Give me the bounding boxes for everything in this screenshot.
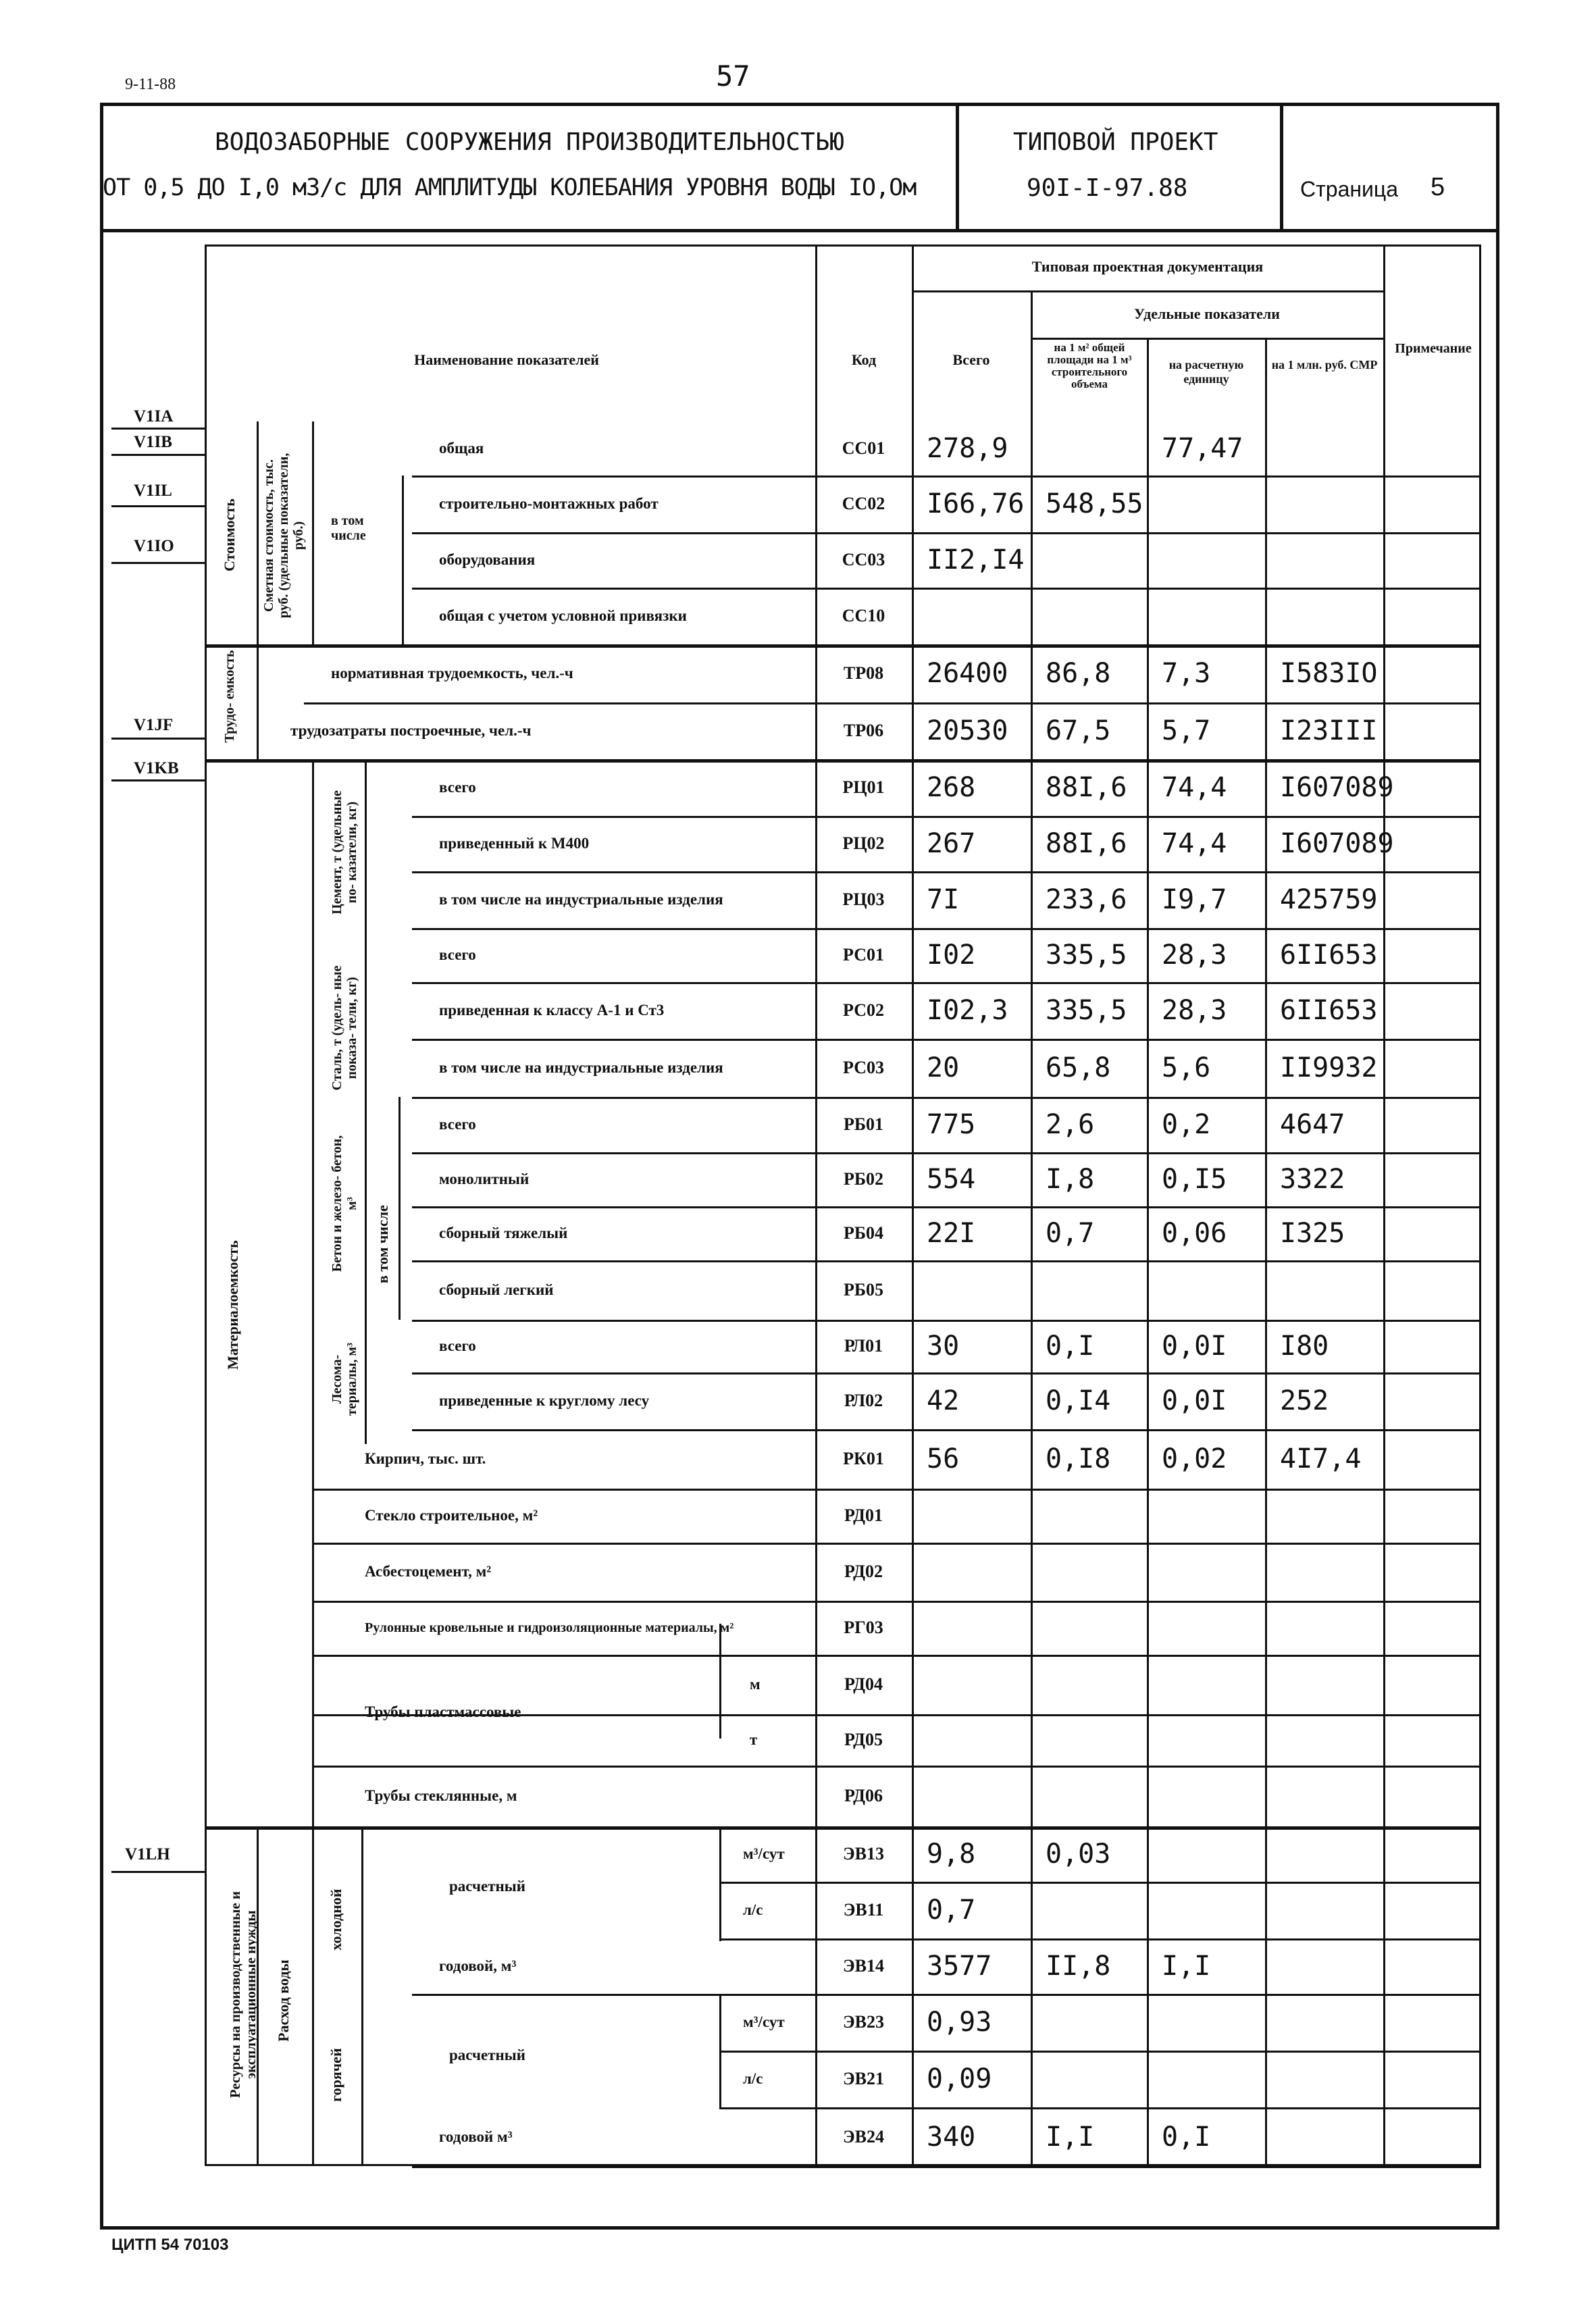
row-label: л/с [743, 2070, 763, 2087]
cell-m2 [1031, 1714, 1162, 1766]
cell-m2: 335,5 [1046, 940, 1127, 971]
cell-total: 267 [927, 828, 976, 859]
cell-total [912, 1714, 1046, 1766]
marker: V1IB [134, 433, 172, 451]
title-line-2: ОТ 0,5 ДО I,0 м3/с ДЛЯ АМПЛИТУДЫ КОЛЕБАНИЯ УРОВНЯ ВОДЫ IO,Oм [103, 174, 917, 201]
cell-total: 554 [927, 1164, 976, 1195]
cell-total: 20530 [927, 715, 1008, 746]
row-label: общая с учетом условной привязки [439, 607, 687, 624]
row-code: РБ02 [843, 1169, 884, 1189]
cell-total: I02 [927, 940, 976, 971]
cell-total: 7I [927, 884, 960, 915]
row-label: годовой, м³ [439, 1957, 517, 1974]
cell-mln: 6II653 [1280, 940, 1378, 971]
row-code: РБ04 [843, 1223, 884, 1243]
label-cold-calc: расчетный [449, 1878, 525, 1895]
row-label: сборный легкий [439, 1281, 554, 1298]
row-label: в том числе на индустриальные изделия [439, 891, 723, 908]
cell-total [912, 588, 1046, 644]
group-concrete-incl: в том числе [374, 1205, 391, 1284]
group-water: Расход воды [274, 1959, 292, 2042]
row-label: м³/сут [743, 2013, 785, 2030]
cell-total: 0,09 [927, 2063, 992, 2094]
cell-unit [1147, 475, 1280, 532]
row-label: трудозатраты построечные, чел.-ч [290, 722, 532, 739]
project-label: ТИПОВОЙ ПРОЕКТ [1013, 128, 1218, 156]
col-header-code: Код [851, 351, 877, 368]
cell-mln: I23III [1280, 715, 1378, 746]
marker: V1KB [134, 759, 179, 777]
row-code: РС01 [843, 945, 884, 965]
cell-total: 775 [927, 1109, 976, 1140]
row-label: всего [439, 1116, 476, 1133]
cell-mln: 3322 [1280, 1164, 1345, 1195]
cell-m2 [1031, 1489, 1162, 1543]
row-label: всего [439, 779, 476, 796]
cell-total: 30 [927, 1331, 960, 1362]
footer-code: ЦИТП 54 70103 [111, 2236, 229, 2254]
cell-mln: I607089 [1280, 828, 1394, 859]
group-material: Материалоемкость [224, 1240, 241, 1370]
cell-m2 [1031, 1601, 1162, 1655]
row-code: ЭВ23 [843, 2012, 884, 2032]
group-hot: горячей [327, 2048, 344, 2102]
cell-total: 9,8 [927, 1839, 976, 1870]
cell-unit [1147, 2051, 1280, 2107]
cell-unit: 0,06 [1162, 1218, 1227, 1249]
cell-total: 278,9 [927, 433, 1008, 464]
row-label: приведенная к классу А-1 и Ст3 [439, 1002, 665, 1019]
cell-mln [1265, 475, 1398, 532]
row-label: общая [439, 440, 484, 457]
project-number: 90I-I-97.88 [1027, 174, 1188, 202]
cell-unit: 0,I5 [1162, 1164, 1227, 1195]
cell-total: 340 [927, 2121, 976, 2153]
row-code: РГ03 [844, 1618, 883, 1637]
col-header-note: Примечание [1395, 341, 1472, 356]
title-block [100, 103, 1499, 232]
marker: V1JF [134, 716, 174, 734]
cell-mln [1265, 1655, 1398, 1714]
cell-mln: 4647 [1280, 1109, 1345, 1140]
cell-m2: 67,5 [1046, 715, 1111, 746]
doc-date: 9-11-88 [125, 76, 176, 93]
row-code: РЦ03 [842, 890, 885, 909]
cell-total [912, 1543, 1046, 1601]
cell-m2 [1031, 421, 1162, 475]
cell-m2: 0,03 [1046, 1839, 1111, 1870]
row-code: РБ05 [843, 1280, 884, 1300]
row-label: Трубы стеклянные, м [365, 1787, 517, 1804]
row-code: РД01 [844, 1506, 883, 1525]
cell-m2: I,8 [1046, 1164, 1095, 1195]
row-code: ТР08 [843, 663, 884, 683]
cell-mln: I325 [1280, 1218, 1345, 1249]
cell-m2: I,I [1046, 2121, 1095, 2153]
cell-mln: 4I7,4 [1280, 1443, 1362, 1474]
row-label: Стекло строительное, м² [365, 1507, 538, 1524]
cell-m2: 0,7 [1046, 1218, 1095, 1249]
row-label: монолитный [439, 1171, 530, 1187]
page-number: 57 [716, 59, 750, 93]
group-steel: Сталь, т (удель- ные показа- тели, кг) [330, 965, 359, 1091]
cell-m2 [1031, 1655, 1162, 1714]
group-cost-sub: Сметная стоимость, тыс. руб. (удельные показатели, руб.) [261, 453, 306, 619]
cell-total [912, 1766, 1046, 1826]
row-label: годовой м³ [439, 2128, 513, 2145]
cell-unit [1147, 1766, 1280, 1826]
cell-mln [1265, 532, 1398, 588]
row-code: ЭВ14 [843, 1956, 884, 1976]
cell-mln: I607089 [1280, 772, 1394, 803]
row-label: приведенные к круглому лесу [439, 1392, 650, 1409]
row-code: ЭВ21 [843, 2069, 884, 2088]
row-label: сборный тяжелый [439, 1225, 568, 1241]
row-code: РЦ02 [842, 833, 885, 853]
cell-mln: I80 [1280, 1331, 1329, 1362]
cell-total [912, 1489, 1046, 1543]
cell-unit: I9,7 [1162, 884, 1227, 915]
row-label: м³/сут [743, 1845, 785, 1862]
sheet-number: 5 [1431, 173, 1445, 201]
cell-total [912, 1260, 1046, 1320]
group-concrete: Бетон и железо- бетон, м³ [330, 1135, 359, 1272]
cell-mln [1265, 1938, 1398, 1994]
col-header-per-unit: на расчетную единицу [1168, 358, 1244, 386]
label-hot-calc: расчетный [449, 2047, 525, 2063]
row-code: ЭВ24 [843, 2126, 884, 2146]
row-label: м [750, 1676, 761, 1693]
col-header-per-m2: на 1 м² общей площади на 1 м³ строительного объема [1047, 341, 1132, 390]
row-label: т [750, 1731, 758, 1748]
cell-mln: 252 [1280, 1385, 1329, 1416]
row-code: РЛ01 [844, 1336, 883, 1356]
cell-mln [1265, 588, 1398, 644]
cell-mln [1265, 1714, 1398, 1766]
cell-mln [1265, 1994, 1398, 2051]
row-code: СС03 [842, 550, 885, 569]
row-code: СС02 [842, 494, 885, 513]
row-label: оборудования [439, 551, 536, 568]
cell-mln [1265, 2051, 1398, 2107]
marker: V1IA [134, 407, 174, 426]
cell-mln [1265, 2107, 1398, 2166]
row-code: ЭВ13 [843, 1844, 884, 1863]
cell-unit [1147, 1543, 1280, 1601]
cell-mln: 425759 [1280, 884, 1378, 915]
title-line-1: ВОДОЗАБОРНЫЕ СООРУЖЕНИЯ ПРОИЗВОДИТЕЛЬНОСТЬЮ [215, 128, 844, 156]
row-code: РК01 [843, 1449, 884, 1468]
cell-mln [1265, 1601, 1398, 1655]
cell-unit: 0,02 [1162, 1443, 1227, 1474]
row-code: ТР06 [843, 721, 884, 740]
cell-total: 268 [927, 772, 976, 803]
col-header-per-mln: на 1 млн. руб. СМР [1271, 358, 1378, 371]
cell-total: II2,I4 [927, 544, 1025, 575]
cell-unit: 0,0I [1162, 1385, 1227, 1416]
row-code: РЛ02 [844, 1391, 883, 1410]
cell-unit: 28,3 [1162, 940, 1227, 971]
cell-unit: 77,47 [1162, 433, 1243, 464]
row-code: СС01 [842, 438, 885, 458]
row-code: РД04 [844, 1674, 883, 1694]
cell-unit: I,I [1162, 1951, 1211, 1982]
row-code: РС02 [843, 1000, 884, 1020]
cell-mln [1265, 421, 1398, 475]
row-label: Рулонные кровельные и гидроизоляционные материалы, м² [365, 1620, 734, 1635]
group-cement: Цемент, т (удельные по- казатели, кг) [330, 790, 359, 915]
row-label: строительно-монтажных работ [439, 495, 659, 512]
cell-unit: 28,3 [1162, 995, 1227, 1026]
cell-m2: II,8 [1046, 1951, 1111, 1982]
cell-total: 22I [927, 1218, 976, 1249]
cell-m2: 0,I [1046, 1331, 1095, 1362]
cell-mln [1265, 1543, 1398, 1601]
cell-m2 [1031, 2051, 1162, 2107]
cell-mln [1265, 1766, 1398, 1826]
cell-unit [1147, 588, 1280, 644]
cell-total: I02,3 [927, 995, 1008, 1026]
row-label: Кирпич, тыс. шт. [365, 1450, 486, 1467]
cell-unit [1147, 1655, 1280, 1714]
cell-unit [1147, 1714, 1280, 1766]
cell-mln [1265, 1489, 1398, 1543]
cell-total: 20 [927, 1052, 960, 1083]
cell-unit: 0,I [1162, 2121, 1211, 2153]
cell-m2: 233,6 [1046, 884, 1127, 915]
cell-m2 [1031, 532, 1162, 588]
cell-unit [1147, 532, 1280, 588]
cell-mln [1265, 1882, 1398, 1938]
sheet-label: Страница [1300, 177, 1399, 201]
cell-unit: 74,4 [1162, 772, 1227, 803]
cell-unit [1147, 1882, 1280, 1938]
cell-unit: 7,3 [1162, 658, 1211, 689]
cell-unit [1147, 1489, 1280, 1543]
cell-mln: II9932 [1280, 1052, 1378, 1083]
cell-m2 [1031, 1882, 1162, 1938]
cell-m2 [1031, 1766, 1162, 1826]
cell-m2: 88I,6 [1046, 828, 1127, 859]
cell-unit [1147, 1260, 1280, 1320]
cell-total: 0,7 [927, 1895, 976, 1926]
cell-m2: 65,8 [1046, 1052, 1111, 1083]
cell-m2 [1031, 1543, 1162, 1601]
row-label: всего [439, 1337, 476, 1354]
cell-total: 56 [927, 1443, 960, 1474]
marker: V1IL [134, 482, 172, 500]
row-label: Асбестоцемент, м² [365, 1563, 492, 1580]
cell-total: 26400 [927, 658, 1008, 689]
group-labor: Трудо- емкость [222, 650, 237, 743]
cell-unit: 74,4 [1162, 828, 1227, 859]
cell-total [912, 1601, 1046, 1655]
cell-unit [1147, 1601, 1280, 1655]
cell-unit: 5,6 [1162, 1052, 1211, 1083]
group-resources: Ресурсы на производственные и эксплуатационные нужды [226, 1891, 259, 2099]
cell-m2: 88I,6 [1046, 772, 1127, 803]
row-code: РД02 [844, 1562, 883, 1581]
marker: V1IO [134, 537, 174, 555]
cell-total: 0,93 [927, 2007, 992, 2038]
cell-total: I66,76 [927, 488, 1025, 519]
cell-m2: 335,5 [1046, 995, 1127, 1026]
cell-m2: 86,8 [1046, 658, 1111, 689]
col-header-typical: Типовая проектная документация [1031, 258, 1264, 275]
cell-m2 [1031, 1260, 1162, 1320]
label-plastic-pipes: Трубы пластмассовые [365, 1703, 521, 1720]
row-code: РЦ01 [842, 777, 885, 797]
group-cold: холодной [327, 1888, 344, 1951]
cell-mln [1265, 1260, 1398, 1320]
col-header-specific: Удельные показатели [1134, 305, 1280, 322]
row-code: РС03 [843, 1058, 884, 1077]
group-timber: Лесома- териалы, м³ [330, 1343, 359, 1416]
cell-total: 3577 [927, 1951, 992, 1982]
cell-mln [1265, 1826, 1398, 1882]
cell-m2: 0,I4 [1046, 1385, 1111, 1416]
group-incl: в том числе [331, 513, 366, 543]
cell-unit: 0,2 [1162, 1109, 1211, 1140]
col-header-total: Всего [952, 351, 990, 368]
cell-mln: I583IO [1280, 658, 1378, 689]
row-code: СС10 [842, 606, 885, 625]
cell-total: 42 [927, 1385, 960, 1416]
cell-unit: 0,0I [1162, 1331, 1227, 1362]
cell-unit [1147, 1826, 1280, 1882]
col-header-name: Наименование показателей [414, 351, 599, 368]
row-label: нормативная трудоемкость, чел.-ч [331, 665, 573, 682]
row-code: ЭВ11 [843, 1900, 884, 1920]
cell-m2 [1031, 588, 1162, 644]
row-label: л/с [743, 1901, 763, 1918]
group-cost: Стоимость [220, 498, 238, 571]
cell-m2: 0,I8 [1046, 1443, 1111, 1474]
cell-mln: 6II653 [1280, 995, 1378, 1026]
row-label: приведенный к М400 [439, 835, 590, 852]
marker: V1LH [125, 1845, 170, 1863]
row-code: РД05 [844, 1730, 883, 1749]
row-code: РБ01 [843, 1114, 884, 1134]
row-label: в том числе на индустриальные изделия [439, 1059, 723, 1076]
cell-m2: 548,55 [1046, 488, 1143, 519]
cell-m2: 2,6 [1046, 1109, 1095, 1140]
row-code: РД06 [844, 1786, 883, 1805]
cell-unit: 5,7 [1162, 715, 1211, 746]
cell-m2 [1031, 1994, 1162, 2051]
cell-unit [1147, 1994, 1280, 2051]
row-label: всего [439, 946, 476, 963]
cell-total [912, 1655, 1046, 1714]
